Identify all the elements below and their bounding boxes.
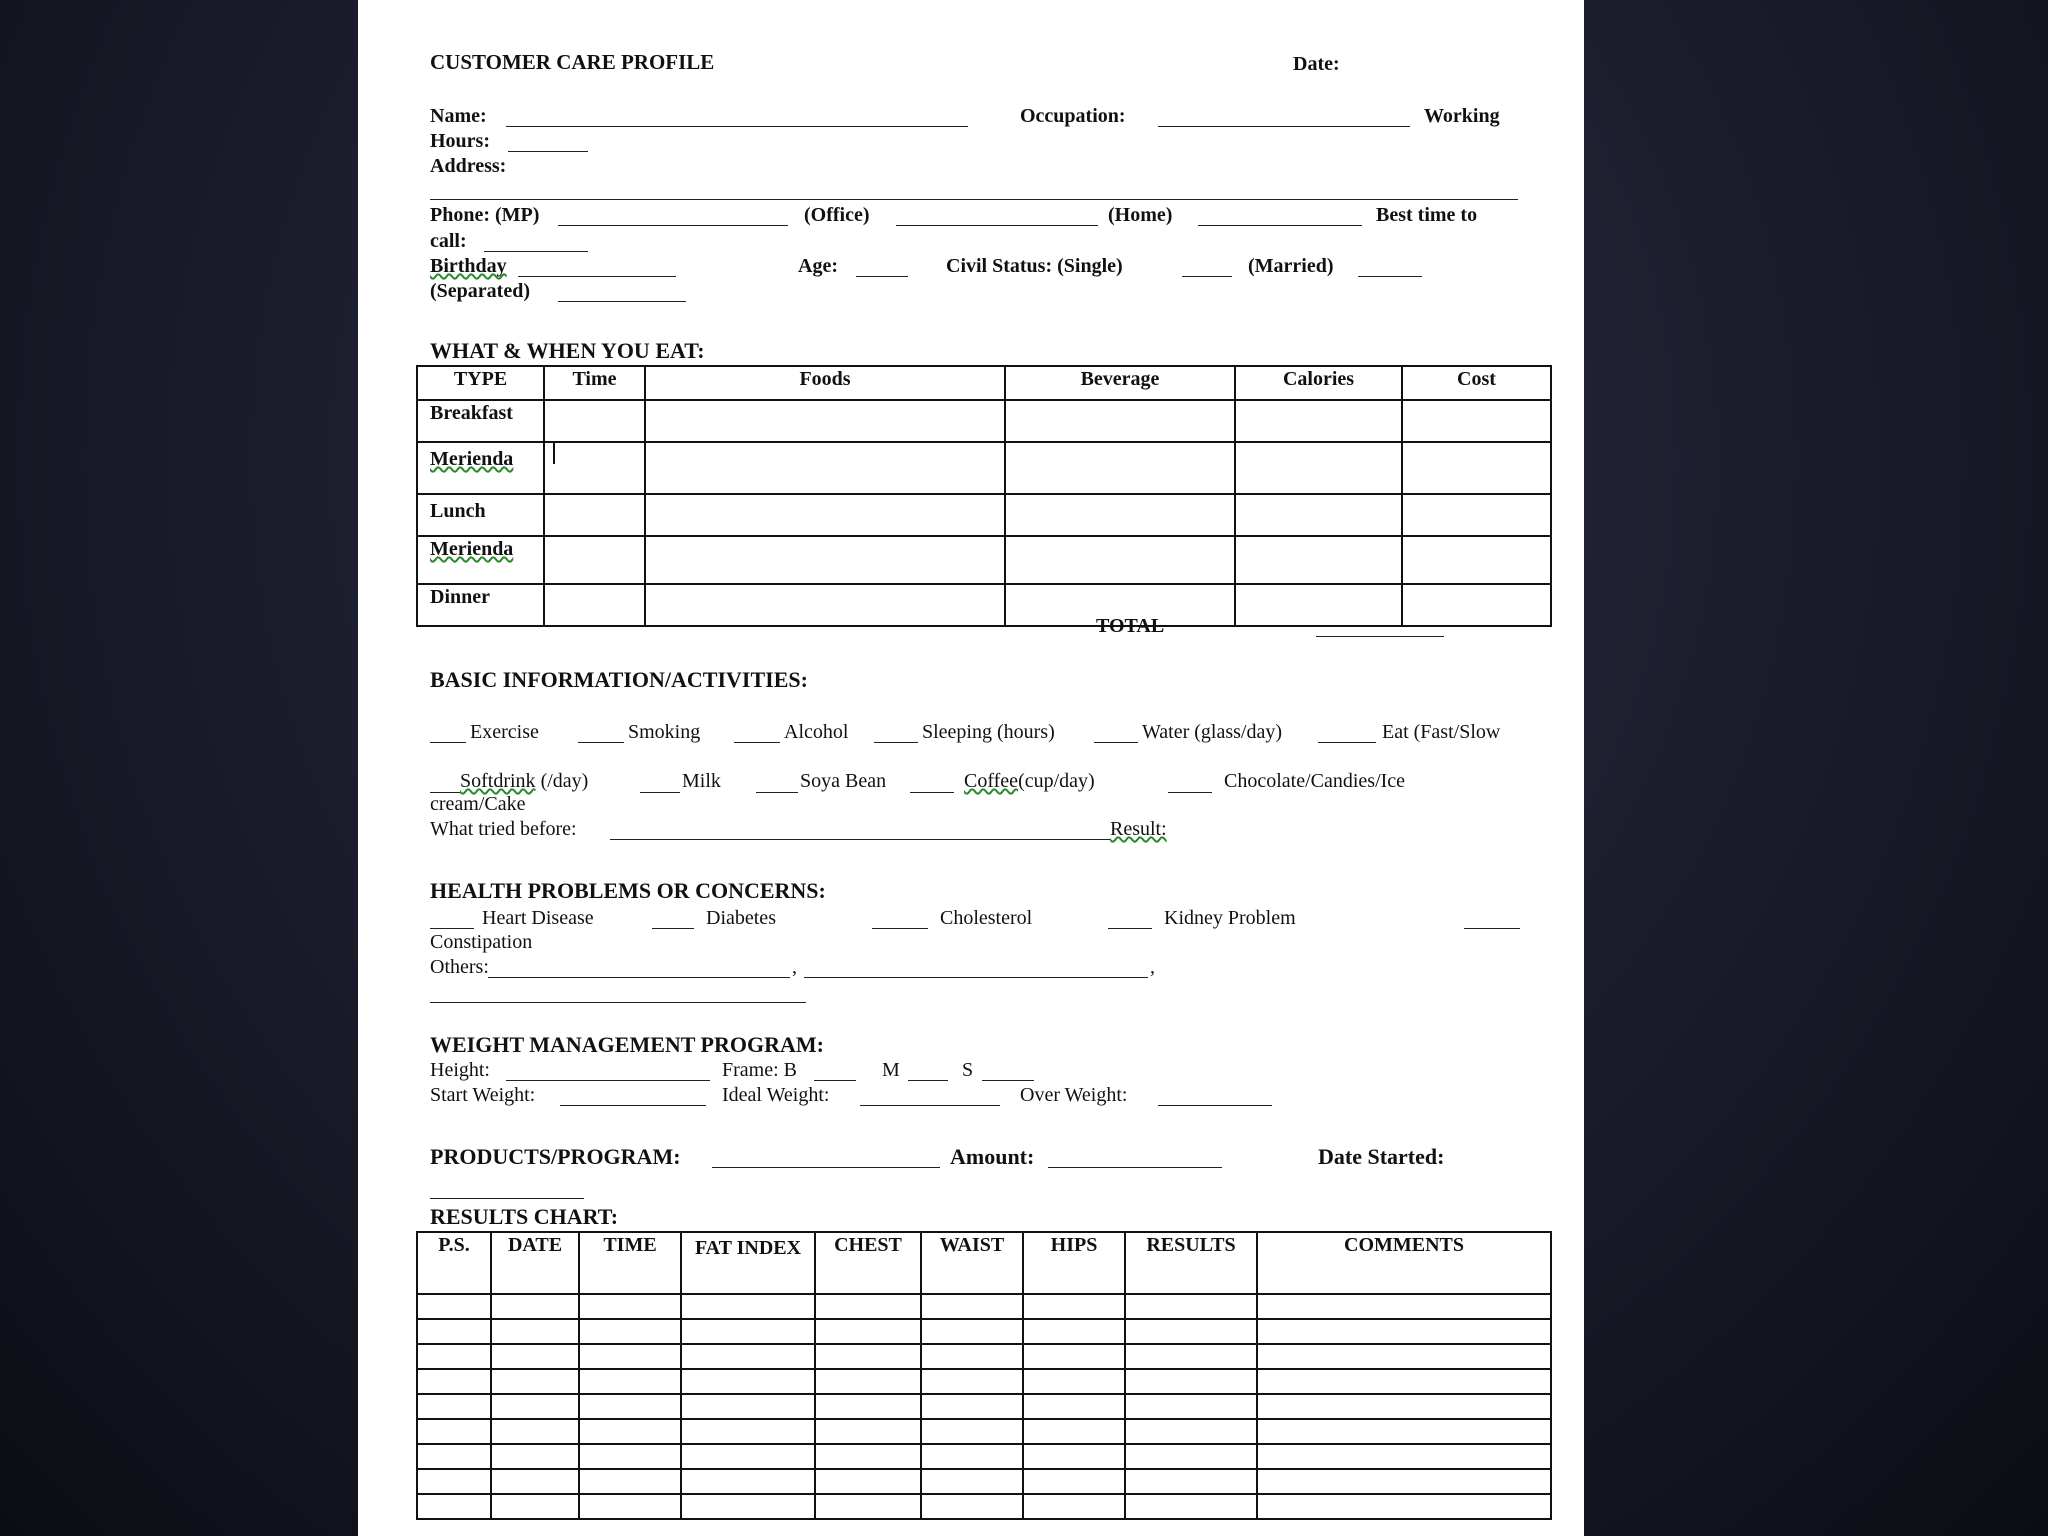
milk-label: Milk bbox=[682, 770, 721, 792]
result-cell[interactable] bbox=[815, 1319, 921, 1344]
cell-calories[interactable] bbox=[1235, 494, 1402, 536]
tried-before-field[interactable] bbox=[610, 839, 1110, 840]
phone-office-field[interactable] bbox=[896, 225, 1098, 226]
res-col-date: DATE bbox=[491, 1232, 579, 1294]
cell-beverage[interactable] bbox=[1005, 400, 1235, 442]
result-cell[interactable] bbox=[681, 1419, 815, 1444]
others-comma-2: , bbox=[1150, 956, 1155, 978]
result-cell[interactable] bbox=[491, 1394, 579, 1419]
result-cell[interactable] bbox=[681, 1344, 815, 1369]
result-cell[interactable] bbox=[579, 1344, 681, 1369]
result-cell[interactable] bbox=[417, 1394, 491, 1419]
result-cell[interactable] bbox=[1125, 1369, 1257, 1394]
result-cell[interactable] bbox=[491, 1469, 579, 1494]
frame-s-label: S bbox=[962, 1059, 974, 1081]
water-label: Water (glass/day) bbox=[1142, 721, 1282, 743]
eat-col-foods: Foods bbox=[645, 366, 1005, 400]
eat-heading: WHAT & WHEN YOU EAT: bbox=[430, 338, 705, 363]
address-field[interactable] bbox=[430, 199, 1518, 200]
result-cell[interactable] bbox=[1023, 1444, 1125, 1469]
table-row bbox=[417, 1344, 1551, 1369]
chocolate-field[interactable] bbox=[1168, 792, 1212, 793]
result-cell[interactable] bbox=[681, 1369, 815, 1394]
office-label: (Office) bbox=[804, 204, 870, 226]
result-cell[interactable] bbox=[921, 1319, 1023, 1344]
ideal-weight-label: Ideal Weight: bbox=[722, 1084, 830, 1106]
result-cell[interactable] bbox=[921, 1294, 1023, 1319]
form-title: CUSTOMER CARE PROFILE bbox=[430, 50, 715, 74]
result-cell[interactable] bbox=[417, 1294, 491, 1319]
result-cell[interactable] bbox=[491, 1494, 579, 1519]
date-started-field[interactable] bbox=[430, 1198, 584, 1199]
results-table bbox=[416, 1231, 1552, 1520]
result-cell[interactable] bbox=[1125, 1319, 1257, 1344]
result-cell[interactable] bbox=[417, 1319, 491, 1344]
frame-label: Frame: B bbox=[722, 1059, 797, 1081]
others-field-2[interactable] bbox=[804, 977, 1148, 978]
birthday-label-wrap bbox=[430, 254, 507, 278]
eat-col-type: TYPE bbox=[417, 366, 544, 400]
result-cell[interactable] bbox=[1257, 1369, 1551, 1394]
result-cell[interactable] bbox=[491, 1444, 579, 1469]
result-cell[interactable] bbox=[1023, 1494, 1125, 1519]
table-row bbox=[417, 1469, 1551, 1494]
products-field[interactable] bbox=[712, 1167, 940, 1168]
result-cell[interactable] bbox=[1257, 1319, 1551, 1344]
result-cell[interactable] bbox=[1023, 1369, 1125, 1394]
soya-field[interactable] bbox=[756, 792, 798, 793]
result-cell[interactable] bbox=[921, 1494, 1023, 1519]
cell-cost[interactable] bbox=[1402, 442, 1551, 494]
best-time-label: Best time to bbox=[1376, 204, 1478, 226]
frame-m-label: M bbox=[882, 1059, 900, 1081]
eat-col-time: Time bbox=[544, 366, 645, 400]
phone-mp-field[interactable] bbox=[558, 225, 788, 226]
row-lunch: Lunch bbox=[417, 494, 544, 536]
milk-field[interactable] bbox=[640, 792, 680, 793]
result-cell[interactable] bbox=[417, 1369, 491, 1394]
result-cell[interactable] bbox=[1023, 1294, 1125, 1319]
result-cell[interactable] bbox=[1257, 1469, 1551, 1494]
chocolate-label: Chocolate/Candies/Ice bbox=[1224, 770, 1406, 792]
result-cell[interactable] bbox=[1257, 1394, 1551, 1419]
result-cell[interactable] bbox=[681, 1469, 815, 1494]
result-cell[interactable] bbox=[579, 1469, 681, 1494]
smoking-field[interactable] bbox=[578, 742, 624, 743]
result-cell[interactable] bbox=[681, 1444, 815, 1469]
name-field[interactable] bbox=[506, 126, 968, 127]
table-row bbox=[417, 1369, 1551, 1394]
table-row bbox=[417, 494, 1551, 536]
weight-heading: WEIGHT MANAGEMENT PROGRAM: bbox=[430, 1032, 824, 1057]
result-cell[interactable] bbox=[1023, 1394, 1125, 1419]
eat-col-calories: Calories bbox=[1235, 366, 1402, 400]
hours-label: Hours: bbox=[430, 130, 490, 152]
result-cell[interactable] bbox=[1125, 1494, 1257, 1519]
occupation-field[interactable] bbox=[1158, 126, 1410, 127]
others-label: Others: bbox=[430, 956, 489, 978]
cell-time[interactable] bbox=[544, 494, 645, 536]
cell-beverage[interactable] bbox=[1005, 442, 1235, 494]
phone-label: Phone: (MP) bbox=[430, 204, 540, 226]
cell-time[interactable] bbox=[544, 584, 645, 626]
result-cell[interactable] bbox=[579, 1369, 681, 1394]
age-field[interactable] bbox=[856, 276, 908, 277]
separated-field[interactable] bbox=[558, 301, 686, 302]
result-cell[interactable] bbox=[815, 1394, 921, 1419]
total-label: TOTAL bbox=[1096, 615, 1165, 637]
table-row bbox=[417, 1494, 1551, 1519]
result-wrap bbox=[1110, 817, 1167, 841]
water-field[interactable] bbox=[1094, 742, 1138, 743]
health-heading: HEALTH PROBLEMS OR CONCERNS: bbox=[430, 878, 826, 903]
sleeping-label: Sleeping (hours) bbox=[922, 721, 1055, 743]
cholesterol-label: Cholesterol bbox=[940, 907, 1033, 929]
cell-cost[interactable] bbox=[1402, 536, 1551, 584]
home-label: (Home) bbox=[1108, 204, 1173, 226]
height-field[interactable] bbox=[506, 1080, 710, 1081]
result-cell[interactable] bbox=[1125, 1394, 1257, 1419]
result-cell[interactable] bbox=[921, 1394, 1023, 1419]
result-cell[interactable] bbox=[815, 1494, 921, 1519]
sleeping-field[interactable] bbox=[874, 742, 918, 743]
table-row bbox=[417, 1319, 1551, 1344]
cell-cost[interactable] bbox=[1402, 400, 1551, 442]
products-label: PRODUCTS/PROGRAM: bbox=[430, 1144, 681, 1169]
cell-calories[interactable] bbox=[1235, 536, 1402, 584]
cell-foods[interactable] bbox=[645, 442, 1005, 494]
others-comma-1: , bbox=[792, 956, 797, 978]
result-cell[interactable] bbox=[491, 1294, 579, 1319]
cell-foods[interactable] bbox=[645, 536, 1005, 584]
res-col-waist: WAIST bbox=[921, 1232, 1023, 1294]
kidney-field[interactable] bbox=[1108, 928, 1152, 929]
res-col-time: TIME bbox=[579, 1232, 681, 1294]
cell-calories[interactable] bbox=[1235, 400, 1402, 442]
frame-b-field[interactable] bbox=[814, 1080, 856, 1081]
exercise-field[interactable] bbox=[430, 742, 466, 743]
result-cell[interactable] bbox=[579, 1319, 681, 1344]
single-field[interactable] bbox=[1182, 276, 1232, 277]
result-cell[interactable] bbox=[417, 1419, 491, 1444]
best-time-field[interactable] bbox=[484, 251, 588, 252]
address-label: Address: bbox=[430, 155, 507, 177]
row-merienda-2-wrap bbox=[417, 536, 544, 584]
cell-beverage[interactable] bbox=[1005, 536, 1235, 584]
result-cell[interactable] bbox=[1257, 1419, 1551, 1444]
result-cell[interactable] bbox=[681, 1294, 815, 1319]
result-cell[interactable] bbox=[491, 1419, 579, 1444]
result-cell[interactable] bbox=[491, 1344, 579, 1369]
result-cell[interactable] bbox=[417, 1344, 491, 1369]
row-merienda-1: Merienda bbox=[430, 448, 514, 470]
result-cell[interactable] bbox=[491, 1369, 579, 1394]
cell-time[interactable] bbox=[544, 400, 645, 442]
result-cell[interactable] bbox=[1125, 1444, 1257, 1469]
result-cell[interactable] bbox=[417, 1469, 491, 1494]
table-row bbox=[417, 1444, 1551, 1469]
separated-label: (Separated) bbox=[430, 280, 530, 302]
table-row bbox=[417, 1394, 1551, 1419]
res-col-chest: CHEST bbox=[815, 1232, 921, 1294]
constipation-field[interactable] bbox=[1464, 928, 1520, 929]
cell-cost[interactable] bbox=[1402, 494, 1551, 536]
total-field[interactable] bbox=[1316, 636, 1444, 637]
result-cell[interactable] bbox=[1257, 1494, 1551, 1519]
cell-time[interactable] bbox=[544, 442, 645, 494]
result-cell[interactable] bbox=[417, 1444, 491, 1469]
table-row bbox=[417, 442, 1551, 494]
result-cell[interactable] bbox=[815, 1369, 921, 1394]
eat-col-beverage: Beverage bbox=[1005, 366, 1235, 400]
working-hours-field[interactable] bbox=[508, 151, 588, 152]
name-label: Name: bbox=[430, 105, 487, 127]
res-col-fat-index: FAT INDEX bbox=[681, 1232, 815, 1294]
res-col-hips: HIPS bbox=[1023, 1232, 1125, 1294]
text-cursor bbox=[553, 442, 555, 464]
result-cell[interactable] bbox=[1257, 1344, 1551, 1369]
age-label: Age: bbox=[798, 255, 838, 277]
result-cell[interactable] bbox=[579, 1419, 681, 1444]
over-weight-field[interactable] bbox=[1158, 1105, 1272, 1106]
married-field[interactable] bbox=[1358, 276, 1422, 277]
result-cell[interactable] bbox=[579, 1494, 681, 1519]
eat-table bbox=[416, 365, 1552, 627]
result-cell[interactable] bbox=[921, 1369, 1023, 1394]
result-cell[interactable] bbox=[815, 1469, 921, 1494]
tried-before-label: What tried before: bbox=[430, 818, 577, 840]
result-label: Result: bbox=[1110, 818, 1167, 840]
result-cell[interactable] bbox=[681, 1494, 815, 1519]
occupation-label: Occupation: bbox=[1020, 105, 1126, 127]
result-cell[interactable] bbox=[815, 1344, 921, 1369]
amount-field[interactable] bbox=[1048, 1167, 1222, 1168]
result-cell[interactable] bbox=[417, 1494, 491, 1519]
result-cell[interactable] bbox=[1125, 1294, 1257, 1319]
kidney-label: Kidney Problem bbox=[1164, 907, 1296, 929]
date-label: Date: bbox=[1293, 53, 1340, 75]
softdrink-unit: (/day) bbox=[540, 770, 589, 792]
coffee-wrap bbox=[964, 769, 1095, 793]
eat-col-cost: Cost bbox=[1402, 366, 1551, 400]
start-weight-field[interactable] bbox=[560, 1105, 706, 1106]
result-cell[interactable] bbox=[681, 1319, 815, 1344]
cell-cost[interactable] bbox=[1402, 584, 1551, 626]
cream-label: cream/Cake bbox=[430, 793, 526, 815]
others-field-3[interactable] bbox=[430, 1002, 806, 1003]
heart-label: Heart Disease bbox=[482, 907, 594, 929]
result-cell[interactable] bbox=[1023, 1319, 1125, 1344]
cell-time[interactable] bbox=[544, 536, 645, 584]
date-started-label: Date Started: bbox=[1318, 1144, 1445, 1169]
alcohol-label: Alcohol bbox=[784, 721, 849, 743]
softdrink-label: Softdrink bbox=[460, 770, 536, 792]
result-cell[interactable] bbox=[1257, 1444, 1551, 1469]
cell-beverage[interactable] bbox=[1005, 494, 1235, 536]
working-label: Working bbox=[1424, 105, 1500, 127]
form-page bbox=[358, 0, 1584, 1536]
result-cell[interactable] bbox=[1257, 1294, 1551, 1319]
phone-home-field[interactable] bbox=[1198, 225, 1362, 226]
exercise-label: Exercise bbox=[470, 721, 539, 743]
table-row bbox=[417, 584, 1551, 626]
result-cell[interactable] bbox=[921, 1344, 1023, 1369]
result-cell[interactable] bbox=[579, 1394, 681, 1419]
cell-foods[interactable] bbox=[645, 584, 1005, 626]
ideal-weight-field[interactable] bbox=[860, 1105, 1000, 1106]
result-cell[interactable] bbox=[1023, 1344, 1125, 1369]
table-row bbox=[417, 400, 1551, 442]
res-col-comments: COMMENTS bbox=[1257, 1232, 1551, 1294]
cholesterol-field[interactable] bbox=[872, 928, 928, 929]
res-col-ps: P.S. bbox=[417, 1232, 491, 1294]
row-merienda-2: Merienda bbox=[430, 538, 514, 560]
result-cell[interactable] bbox=[815, 1419, 921, 1444]
soya-label: Soya Bean bbox=[800, 770, 887, 792]
amount-label: Amount: bbox=[950, 1144, 1035, 1169]
married-label: (Married) bbox=[1248, 255, 1334, 277]
cell-foods[interactable] bbox=[645, 400, 1005, 442]
result-cell[interactable] bbox=[815, 1444, 921, 1469]
result-cell[interactable] bbox=[1125, 1344, 1257, 1369]
height-label: Height: bbox=[430, 1059, 490, 1081]
heart-field[interactable] bbox=[430, 928, 474, 929]
table-row bbox=[417, 1294, 1551, 1319]
cell-calories[interactable] bbox=[1235, 584, 1402, 626]
result-cell[interactable] bbox=[921, 1419, 1023, 1444]
softdrink-wrap bbox=[460, 769, 588, 793]
call-label: call: bbox=[430, 230, 467, 252]
table-row bbox=[417, 536, 1551, 584]
result-cell[interactable] bbox=[579, 1294, 681, 1319]
birthday-field[interactable] bbox=[518, 276, 676, 277]
coffee-label: Coffee bbox=[964, 770, 1019, 792]
result-cell[interactable] bbox=[921, 1444, 1023, 1469]
cell-foods[interactable] bbox=[645, 494, 1005, 536]
result-cell[interactable] bbox=[1125, 1419, 1257, 1444]
coffee-unit: (cup/day) bbox=[1018, 770, 1095, 792]
frame-s-field[interactable] bbox=[982, 1080, 1034, 1081]
result-cell[interactable] bbox=[681, 1394, 815, 1419]
constipation-label: Constipation bbox=[430, 931, 533, 953]
result-cell[interactable] bbox=[921, 1469, 1023, 1494]
eat-speed-field[interactable] bbox=[1318, 742, 1376, 743]
diabetes-field[interactable] bbox=[652, 928, 694, 929]
civil-status-label: Civil Status: (Single) bbox=[946, 255, 1123, 277]
row-breakfast: Breakfast bbox=[417, 400, 544, 442]
result-cell[interactable] bbox=[815, 1294, 921, 1319]
coffee-field[interactable] bbox=[910, 792, 954, 793]
result-cell[interactable] bbox=[491, 1319, 579, 1344]
alcohol-field[interactable] bbox=[734, 742, 780, 743]
cell-calories[interactable] bbox=[1235, 442, 1402, 494]
smoking-label: Smoking bbox=[628, 721, 701, 743]
results-heading: RESULTS CHART: bbox=[430, 1204, 619, 1229]
table-row bbox=[417, 1419, 1551, 1444]
over-weight-label: Over Weight: bbox=[1020, 1084, 1128, 1106]
eat-speed-label: Eat (Fast/Slow bbox=[1382, 721, 1501, 743]
start-weight-label: Start Weight: bbox=[430, 1084, 536, 1106]
row-merienda-1-wrap bbox=[417, 442, 544, 494]
birthday-label: Birthday bbox=[430, 255, 507, 277]
frame-m-field[interactable] bbox=[908, 1080, 948, 1081]
result-cell[interactable] bbox=[1023, 1469, 1125, 1494]
diabetes-label: Diabetes bbox=[706, 907, 776, 929]
row-dinner: Dinner bbox=[417, 584, 544, 626]
others-field-1[interactable] bbox=[488, 977, 790, 978]
res-col-results: RESULTS bbox=[1125, 1232, 1257, 1294]
basic-heading: BASIC INFORMATION/ACTIVITIES: bbox=[430, 667, 808, 692]
result-cell[interactable] bbox=[1125, 1469, 1257, 1494]
result-cell[interactable] bbox=[1023, 1419, 1125, 1444]
result-cell[interactable] bbox=[579, 1444, 681, 1469]
